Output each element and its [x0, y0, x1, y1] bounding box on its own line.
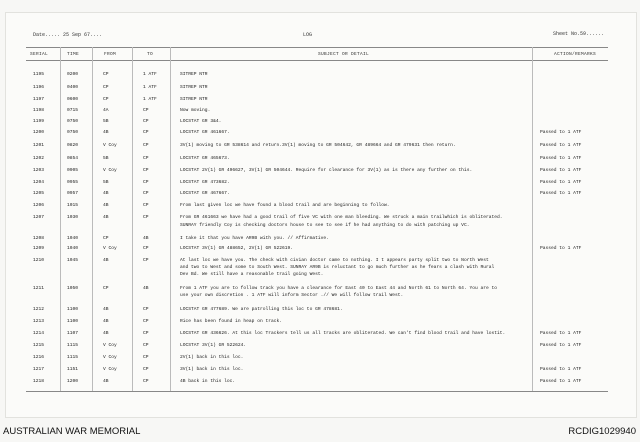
cell-from: 5B — [103, 156, 109, 161]
cell-from: 4B — [103, 307, 109, 312]
cell-time: 0715 — [67, 108, 79, 113]
cell-to: CP — [143, 331, 149, 336]
cell-subject: 4B back in this loc. — [180, 379, 236, 384]
column-divider — [132, 47, 133, 391]
cell-action: Passed to 1 ATF — [540, 191, 582, 196]
cell-from: CP — [103, 85, 109, 90]
cell-time: 0750 — [67, 130, 79, 135]
cell-subject: LOCSTAT GR 473682. — [180, 180, 230, 185]
cell-to: CP — [143, 143, 149, 148]
cell-serial: 1218 — [33, 379, 45, 384]
cell-to: CP — [143, 180, 149, 185]
cell-to: CP — [143, 307, 149, 312]
cell-to: 4B — [143, 236, 149, 241]
cell-action: Passed to 1 ATF — [540, 130, 582, 135]
cell-action: Passed to 1 ATF — [540, 379, 582, 384]
cell-serial: 1208 — [33, 236, 45, 241]
cell-from: 5B — [103, 119, 109, 124]
cell-serial: 1217 — [33, 367, 45, 372]
cell-subject: From GR 461663 we have had a good trail of five VC with one man bleeding. We struck a main trailwhich is obliterated. — [180, 215, 503, 220]
cell-to: CP — [143, 367, 149, 372]
cell-to: CP — [143, 215, 149, 220]
cell-action: Passed to 1 ATF — [540, 156, 582, 161]
cell-serial: 1213 — [33, 319, 45, 324]
cell-serial: 1203 — [33, 168, 45, 173]
col-header-subject: SUBJECT OR DETAIL — [318, 52, 370, 57]
cell-from: 4B — [103, 331, 109, 336]
cell-to: CP — [143, 191, 149, 196]
footer-institution: AUSTRALIAN WAR MEMORIAL — [3, 426, 141, 437]
cell-to: CP — [143, 168, 149, 173]
log-title: LOG — [303, 32, 313, 38]
header-top-rule — [26, 47, 608, 48]
cell-time: 0600 — [67, 97, 79, 102]
cell-from: 4B — [103, 379, 109, 384]
cell-action: Passed to 1 ATF — [540, 168, 582, 173]
cell-serial: 1195 — [33, 72, 45, 77]
cell-serial: 1196 — [33, 85, 45, 90]
table-bottom-rule — [26, 391, 608, 392]
cell-time: 0750 — [67, 119, 79, 124]
cell-subject: LOCSTAT GR 436626. At this loc Trackers tell us all tracks are obliterated. We can't find blood trail and have lostit. — [180, 331, 506, 336]
cell-subject: use your own discretion . 1 ATF will inform Sector .// We will follow trail West. — [180, 293, 404, 298]
cell-time: 0854 — [67, 156, 79, 161]
column-divider — [60, 47, 61, 391]
cell-serial: 1204 — [33, 180, 45, 185]
cell-action: Passed to 1 ATF — [540, 343, 582, 348]
cell-serial: 1216 — [33, 355, 45, 360]
cell-subject: SUNRAY friendly Coy is checking doctors house to see to see if he had anything to do with patching up VC. — [180, 223, 470, 228]
cell-subject: LOCSTAT 2V(1) GR 496627, 3V(1) GR 504644. Require for clearance for 3V(1) as is there any further on this. — [180, 168, 473, 173]
cell-time: 1040 — [67, 236, 79, 241]
cell-subject: From 1 ATF you are to follow track you have a clearance for East 40 to East 44 and North 61 to North 64. You are to — [180, 286, 498, 291]
cell-time: 1200 — [67, 379, 79, 384]
cell-time: 1050 — [67, 286, 79, 291]
cell-serial: 1201 — [33, 143, 45, 148]
cell-time: 1151 — [67, 367, 79, 372]
cell-from: V Coy — [103, 355, 117, 360]
cell-serial: 1212 — [33, 307, 45, 312]
cell-subject: 2V(1) back in this loc. — [180, 355, 244, 360]
cell-subject: Dev Bd. We still have a reasonable trail going West. — [180, 272, 324, 277]
cell-subject: LOCSTAT 3V(1) GR 522624. — [180, 343, 247, 348]
cell-action: Passed to 1 ATF — [540, 180, 582, 185]
column-divider — [532, 47, 533, 391]
cell-serial: 1202 — [33, 156, 45, 161]
column-divider — [92, 47, 93, 391]
cell-serial: 1197 — [33, 97, 45, 102]
cell-action: Passed to 1 ATF — [540, 367, 582, 372]
cell-subject: Rice has been found in heap on track. — [180, 319, 282, 324]
cell-action: Passed to 1 ATF — [540, 331, 582, 336]
cell-to: CP — [143, 108, 149, 113]
cell-serial: 1199 — [33, 119, 45, 124]
date-label: Date..... 25 Sep 67.... — [33, 32, 103, 38]
cell-from: V Coy — [103, 367, 117, 372]
cell-time: 1115 — [67, 343, 79, 348]
cell-subject: 3V(1) back in this loc. — [180, 367, 244, 372]
cell-subject: 3V(1) moving to GR 538614 and return.3V(1) moving to GR 504642, GR 489664 and GR 479631 then return. — [180, 143, 456, 148]
cell-from: 4B — [103, 130, 109, 135]
cell-from: V Coy — [103, 246, 117, 251]
cell-to: 1 ATF — [143, 85, 157, 90]
cell-serial: 1214 — [33, 331, 45, 336]
cell-serial: 1206 — [33, 203, 45, 208]
cell-time: 1045 — [67, 258, 79, 263]
cell-time: 1100 — [67, 319, 79, 324]
cell-time: 1115 — [67, 355, 79, 360]
cell-subject: SITREP NTR — [180, 72, 208, 77]
cell-to: CP — [143, 319, 149, 324]
cell-serial: 1215 — [33, 343, 45, 348]
cell-from: 4B — [103, 319, 109, 324]
cell-serial: 1211 — [33, 286, 45, 291]
column-divider — [170, 47, 171, 391]
cell-from: CP — [103, 236, 109, 241]
cell-time: 0400 — [67, 85, 79, 90]
cell-from: 4B — [103, 203, 109, 208]
cell-from: CP — [103, 286, 109, 291]
cell-from: CP — [103, 72, 109, 77]
col-header-serial: SERIAL — [30, 52, 49, 57]
cell-time: 0957 — [67, 191, 79, 196]
sheet-number: Sheet No.59...... — [553, 31, 605, 37]
header-bottom-rule — [26, 60, 608, 61]
cell-to: 4B — [143, 286, 149, 291]
cell-to: CP — [143, 246, 149, 251]
cell-from: CP — [103, 97, 109, 102]
col-header-time: TIME — [67, 52, 80, 57]
cell-time: 1100 — [67, 307, 79, 312]
cell-time: 1107 — [67, 331, 79, 336]
cell-subject: SITREP NTR — [180, 85, 208, 90]
cell-time: 1040 — [67, 246, 79, 251]
cell-time: 0905 — [67, 168, 79, 173]
cell-subject: I take it that you have AR9B with you. // Affirmative. — [180, 236, 329, 241]
cell-serial: 1205 — [33, 191, 45, 196]
cell-from: 5B — [103, 180, 109, 185]
cell-action: Passed to 1 ATF — [540, 246, 582, 251]
cell-serial: 1207 — [33, 215, 45, 220]
cell-time: 0200 — [67, 72, 79, 77]
cell-serial: 1198 — [33, 108, 45, 113]
cell-time: 0955 — [67, 180, 79, 185]
cell-to: 1 ATF — [143, 72, 157, 77]
cell-time: 1015 — [67, 203, 79, 208]
col-header-to: TO — [147, 52, 154, 57]
cell-to: CP — [143, 343, 149, 348]
cell-from: V Coy — [103, 168, 117, 173]
cell-subject: LOCSTAT GR 467667. — [180, 191, 230, 196]
cell-to: CP — [143, 379, 149, 384]
cell-from: V Coy — [103, 143, 117, 148]
cell-serial: 1209 — [33, 246, 45, 251]
cell-subject: From last given loc we have found a blood trail and are beginning to follow. — [180, 203, 390, 208]
footer-record-id: RCDIG1029940 — [568, 426, 636, 437]
cell-to: CP — [143, 119, 149, 124]
cell-subject: At last loc we have you. The check with civian doctor came to nothing. I t appears party split two to North West — [180, 258, 489, 263]
cell-serial: 1210 — [33, 258, 45, 263]
cell-from: 4B — [103, 258, 109, 263]
cell-action: Passed to 1 ATF — [540, 143, 582, 148]
cell-time: 0820 — [67, 143, 79, 148]
cell-serial: 1200 — [33, 130, 45, 135]
cell-subject: SITREP NTR — [180, 97, 208, 102]
cell-subject: LOCSTAT GR 465673. — [180, 156, 230, 161]
cell-from: 4A — [103, 108, 109, 113]
cell-from: V Coy — [103, 343, 117, 348]
cell-to: 1 ATF — [143, 97, 157, 102]
cell-subject: and two to West and some to South West. SUNRAY AR9B is reluctant to go much further as he fears a clash with Rural — [180, 265, 495, 270]
cell-subject: LOCSTAT GR 461667. — [180, 130, 230, 135]
cell-to: CP — [143, 355, 149, 360]
cell-to: CP — [143, 130, 149, 135]
cell-subject: LOCSTAT GR 477689. We are patrolling this loc to GR 478681. — [180, 307, 343, 312]
cell-from: 4B — [103, 215, 109, 220]
cell-to: CP — [143, 156, 149, 161]
cell-from: 4B — [103, 191, 109, 196]
col-header-action: ACTION/REMARKS — [554, 52, 597, 57]
cell-subject: LOCSTAT GR 3&4. — [180, 119, 222, 124]
cell-subject: LOCSTAT 3V(1) GR 488652, 2V(1) GR 522619. — [180, 246, 294, 251]
cell-to: CP — [143, 203, 149, 208]
cell-time: 1030 — [67, 215, 79, 220]
cell-subject: Now moving. — [180, 108, 211, 113]
col-header-from: FROM — [104, 52, 117, 57]
cell-to: CP — [143, 258, 149, 263]
